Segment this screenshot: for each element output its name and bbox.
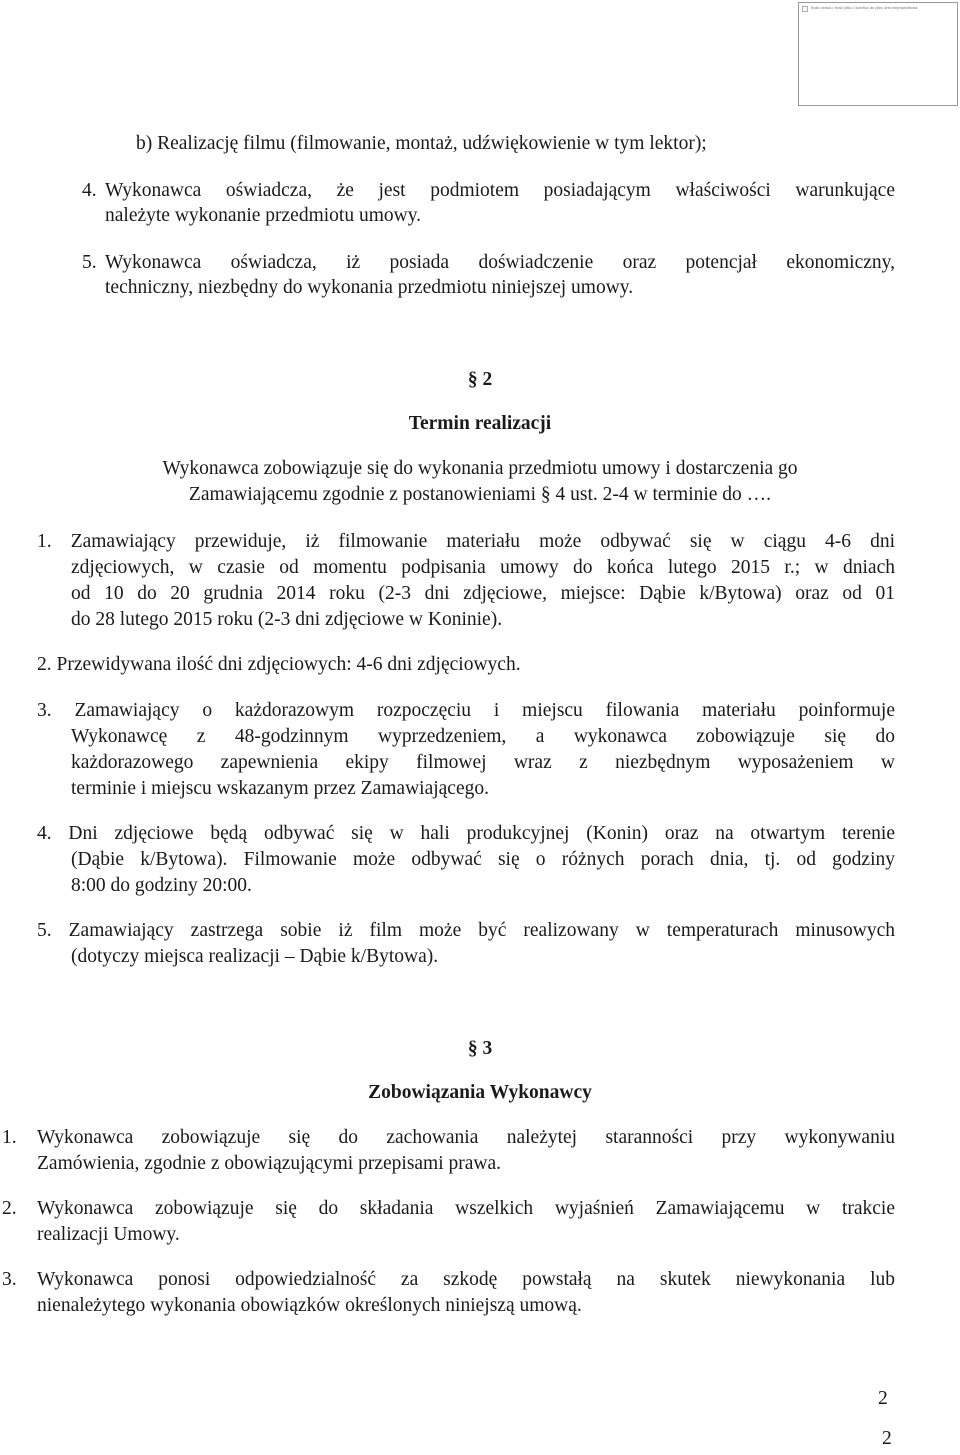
section3-item1-line1: Wykonawca zobowiązuje się do zachowania należytej staranności przy wykonywaniu <box>37 1127 895 1148</box>
section2-point5-line2: (dotyczy miejsca realizacji – Dąbie k/Bytowa). <box>71 946 439 967</box>
broken-image-icon <box>802 6 808 12</box>
intro-item4-line2: należyte wykonanie przedmiotu umowy. <box>105 205 422 226</box>
section2-point4-line2: (Dąbie k/Bytowa). Filmowanie może odbywać się o różnych porach dnia, tj. od godziny <box>71 849 895 870</box>
section3-title: Zobowiązania Wykonawcy <box>368 1082 592 1103</box>
page-number-lower: 2 <box>882 1428 892 1449</box>
section3-paragraph-mark: § 3 <box>467 1038 493 1059</box>
intro-item5-number: 5. <box>82 252 97 273</box>
section2-point1-line2: zdjęciowych, w czasie od momentu podpisania umowy do końca lutego 2015 r.; w dniach <box>71 557 895 578</box>
section2-point3-line4: terminie i miejscu wskazanym przez Zamawiającego. <box>71 778 489 799</box>
section3-item2-line2: realizacji Umowy. <box>37 1224 180 1245</box>
intro-item4-line1: Wykonawca oświadcza, że jest podmiotem posiadającym właściwości warunkujące <box>105 180 895 201</box>
section2-point4-line1: 4. Dni zdjęciowe będą odbywać się w hali produkcyjnej (Konin) oraz na otwartym terenie <box>37 823 895 844</box>
intro-item4-number: 4. <box>82 180 97 201</box>
intro-item5-line1: Wykonawca oświadcza, iż posiada doświadczenie oraz potencjał ekonomiczny, <box>105 252 895 273</box>
section2-point2: 2. Przewidywana ilość dni zdjęciowych: 4-6 dni zdjęciowych. <box>37 654 521 675</box>
section2-point3-line3: każdorazowego zapewnienia ekipy filmowej wraz z niezbędnym wyposażeniem w <box>71 752 895 773</box>
section3-item1-line2: Zamówienia, zgodnie z obowiązującymi przepisami prawa. <box>37 1153 502 1174</box>
page-number-upper: 2 <box>878 1388 888 1409</box>
logo-placeholder-text: Brak obrazu: brak pliku / ścieżka do pliku jest nieprawidłowa <box>811 5 918 10</box>
section3-item3-number: 3. <box>2 1269 17 1290</box>
section2-lead-line1: Wykonawca zobowiązuje się do wykonania przedmiotu umowy i dostarczenia go <box>162 458 798 479</box>
section3-item2-line1: Wykonawca zobowiązuje się do składania wszelkich wyjaśnień Zamawiającemu w trakcie <box>37 1198 895 1219</box>
section2-point3-line2: Wykonawcę z 48-godzinnym wyprzedzeniem, a wykonawca zobowiązuje się do <box>71 726 895 747</box>
section2-title: Termin realizacji <box>408 413 552 434</box>
section2-lead-line2: Zamawiającemu zgodnie z postanowieniami § 4 ust. 2-4 w terminie do …. <box>188 484 772 505</box>
logo-image-placeholder <box>798 2 958 106</box>
section3-item1-number: 1. <box>2 1127 17 1148</box>
section2-point5-line1: 5. Zamawiający zastrzega sobie iż film może być realizowany w temperaturach minusowych <box>37 920 895 941</box>
section3-item2-number: 2. <box>2 1198 17 1219</box>
section2-point4-line3: 8:00 do godziny 20:00. <box>71 875 252 896</box>
section2-point3-line1: 3. Zamawiający o każdorazowym rozpoczęciu i miejscu filowania materiału poinformuje <box>37 700 895 721</box>
section3-item3-line2: nienależytego wykonania obowiązków określonych niniejszą umową. <box>37 1295 582 1316</box>
section2-point1-line4: do 28 lutego 2015 roku (2-3 dni zdjęciowe w Koninie). <box>71 609 503 630</box>
section2-point1-line3: od 10 do 20 grudnia 2014 roku (2-3 dni zdjęciowe, miejsce: Dąbie k/Bytowa) oraz od 01 <box>71 583 895 604</box>
intro-item-b: b) Realizację filmu (filmowanie, montaż, udźwiękowienie w tym lektor); <box>136 133 707 154</box>
section2-paragraph-mark: § 2 <box>467 369 493 390</box>
section2-point1-line1: 1. Zamawiający przewiduje, iż filmowanie materiału może odbywać się w ciągu 4-6 dni <box>37 531 895 552</box>
intro-item5-line2: techniczny, niezbędny do wykonania przedmiotu niniejszej umowy. <box>105 277 634 298</box>
section3-item3-line1: Wykonawca ponosi odpowiedzialność za szkodę powstałą na skutek niewykonania lub <box>37 1269 895 1290</box>
